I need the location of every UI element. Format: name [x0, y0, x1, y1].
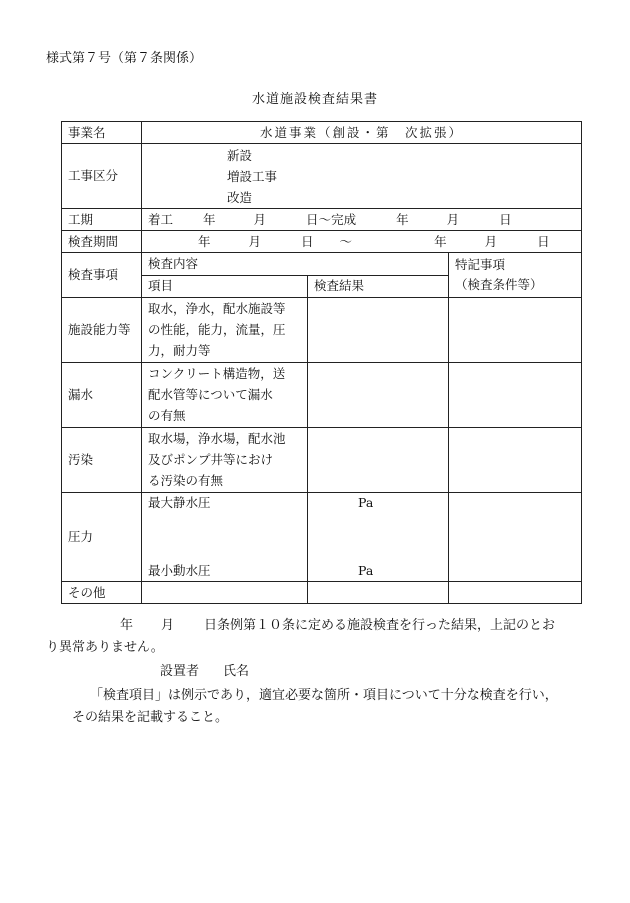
- leak-row: [62, 363, 582, 428]
- inspection-content-header: 検査内容: [142, 253, 449, 276]
- capacity-item-line2: の性能，能力，流量，圧: [148, 322, 286, 337]
- statement-line2: り異常ありません。: [46, 640, 164, 655]
- min-dynamic-pressure-label: 最小動水圧: [148, 563, 211, 578]
- contamination-item-line1: 取水場，浄水場，配水池: [148, 431, 286, 446]
- remarks-header-line2: （検査条件等）: [455, 277, 543, 292]
- business-value[interactable]: 水道事業（創設・第 次拡張）: [142, 122, 582, 144]
- statement-line1: [120, 614, 555, 633]
- inspection-table: [61, 121, 582, 604]
- pressure-remarks-cell[interactable]: [449, 493, 582, 582]
- statement-text: 日条例第１０条に定める施設検査を行った結果，上記のとお: [204, 618, 556, 633]
- other-row: [62, 582, 582, 604]
- period-row: [62, 209, 582, 231]
- installer-label: 設置者: [160, 664, 200, 679]
- capacity-result-cell[interactable]: [308, 298, 449, 363]
- header-row-1: [62, 253, 582, 276]
- capacity-item: [142, 298, 308, 363]
- leak-item-line1: コンクリート構造物，送: [148, 366, 286, 381]
- period-end-month: 月: [446, 211, 460, 227]
- result-header: 検査結果: [308, 275, 449, 298]
- name-label: 氏名: [223, 664, 250, 679]
- leak-item-line3: の有無: [148, 408, 186, 423]
- max-static-pressure-label: 最大静水圧: [148, 495, 211, 510]
- capacity-label: 施設能力等: [62, 298, 142, 363]
- other-item-cell[interactable]: [142, 582, 308, 604]
- leak-result-cell[interactable]: [308, 363, 449, 428]
- contamination-row: [62, 428, 582, 493]
- period-start-day: 日: [306, 211, 319, 227]
- work-type-option-modification[interactable]: 改造: [227, 189, 253, 205]
- form-number: 様式第７号（第７条関係）: [46, 51, 203, 66]
- period-start-month: 月: [253, 211, 267, 227]
- work-type-row: [62, 144, 582, 209]
- pressure-label: 圧力: [62, 493, 142, 582]
- inspection-period-label: 検査期間: [62, 231, 142, 253]
- period-end-year: 年: [396, 211, 409, 227]
- period-start: 着工: [148, 211, 174, 227]
- period-label: 工期: [62, 209, 142, 231]
- signature-line: [160, 660, 249, 679]
- other-result-cell[interactable]: [308, 582, 449, 604]
- capacity-item-line1: 取水，浄水，配水施設等: [148, 301, 286, 316]
- note-line2: その結果を記載すること。: [72, 710, 229, 725]
- capacity-remarks-cell[interactable]: [449, 298, 582, 363]
- period-complete: ～完成: [318, 211, 357, 227]
- remarks-header: [449, 253, 582, 298]
- contamination-item-line3: る汚染の有無: [148, 473, 224, 488]
- min-pressure-unit: Pa: [358, 563, 374, 578]
- inspection-period-row: [62, 231, 582, 253]
- inspection-end-month: 月: [484, 233, 498, 249]
- pressure-item: [142, 493, 308, 582]
- inspection-end-year: 年: [434, 233, 447, 249]
- contamination-item: [142, 428, 308, 493]
- period-end-day: 日: [499, 211, 512, 227]
- period-start-year: 年: [203, 211, 216, 227]
- inspection-start-year: 年: [198, 233, 211, 249]
- work-type-option-new[interactable]: 新設: [227, 147, 253, 163]
- capacity-row: [62, 298, 582, 363]
- business-label: 事業名: [62, 122, 142, 144]
- leak-remarks-cell[interactable]: [449, 363, 582, 428]
- statement-year: 年: [120, 618, 134, 633]
- pressure-row: [62, 493, 582, 582]
- leak-item: [142, 363, 308, 428]
- leak-item-line2: 配水管等について漏水: [148, 387, 273, 402]
- statement-month: 月: [161, 618, 175, 633]
- inspection-period-value[interactable]: [142, 231, 582, 253]
- contamination-item-line2: 及びポンプ井等におけ: [148, 452, 274, 467]
- inspection-start-month: 月: [248, 233, 262, 249]
- inspection-items-label: 検査事項: [62, 253, 142, 298]
- pressure-result[interactable]: [308, 493, 449, 582]
- other-label: その他: [62, 582, 142, 604]
- inspection-start-day: 日: [301, 233, 314, 249]
- period-value[interactable]: [142, 209, 582, 231]
- item-header: 項目: [142, 275, 308, 298]
- business-row: [62, 122, 582, 144]
- work-type-options[interactable]: [142, 144, 582, 209]
- inspection-tilde: ～: [339, 233, 353, 249]
- leak-label: 漏水: [62, 363, 142, 428]
- contamination-result-cell[interactable]: [308, 428, 449, 493]
- max-pressure-unit: Pa: [358, 495, 374, 510]
- note-line1: 「検査項目」は例示であり，適宜必要な箇所・項目について十分な検査を行い，: [90, 688, 558, 703]
- other-remarks-cell[interactable]: [449, 582, 582, 604]
- contamination-remarks-cell[interactable]: [449, 428, 582, 493]
- capacity-item-line3: 力，耐力等: [148, 343, 211, 358]
- work-type-option-expansion[interactable]: 増設工事: [227, 168, 278, 184]
- document-title: 水道施設検査結果書: [251, 92, 378, 107]
- inspection-end-day: 日: [537, 233, 550, 249]
- contamination-label: 汚染: [62, 428, 142, 493]
- remarks-header-line1: 特記事項: [455, 257, 506, 272]
- work-type-label: 工事区分: [62, 144, 142, 209]
